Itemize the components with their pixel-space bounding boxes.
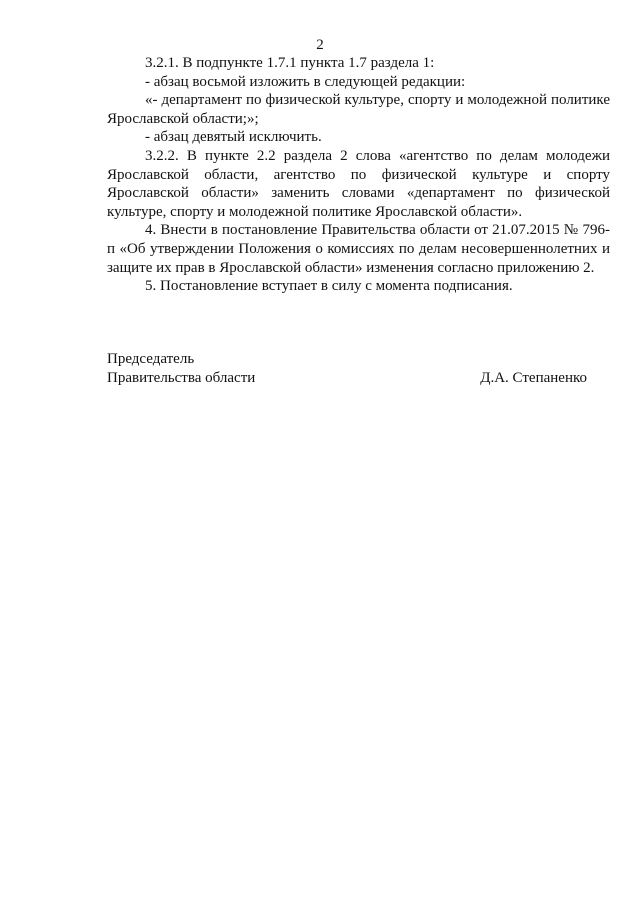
signature-block xyxy=(107,350,587,387)
paragraph-3-2-2: 3.2.2. В пункте 2.2 раздела 2 слова «агентство по делам молодежи Ярославской области, агентство по физической культуре и спорту Ярославской области» заменить словами «департамент по физической культуре, спорту и молодежной политике Ярославской области». xyxy=(107,147,610,220)
paragraph-new-wording: «- департамент по физической культуре, спорту и молодежной политике Ярославской области;»; xyxy=(107,92,610,127)
page-number: 2 xyxy=(316,37,324,53)
signature-row xyxy=(107,369,587,388)
signer-name: Д.А. Степаненко xyxy=(480,369,587,386)
paragraph-4: 4. Внести в постановление Правительства области от 21.07.2015 № 796-п «Об утверждении Положения о комиссиях по делам несовершеннолетних и защите их прав в Ярославской области» изменения согласно приложению 2. xyxy=(107,222,610,276)
signer-title-line-1: Председатель xyxy=(107,351,195,367)
signer-title-line-2: Правительства области xyxy=(107,369,256,386)
paragraph-3-2-1: 3.2.1. В подпункте 1.7.1 пункта 1.7 раздела 1: xyxy=(145,55,435,71)
paragraph-abzac-8: - абзац восьмой изложить в следующей редакции: xyxy=(145,73,466,90)
document-body xyxy=(107,54,610,296)
paragraph-abzac-9: - абзац девятый исключить. xyxy=(145,129,322,146)
paragraph-5: 5. Постановление вступает в силу с момента подписания. xyxy=(145,278,513,295)
